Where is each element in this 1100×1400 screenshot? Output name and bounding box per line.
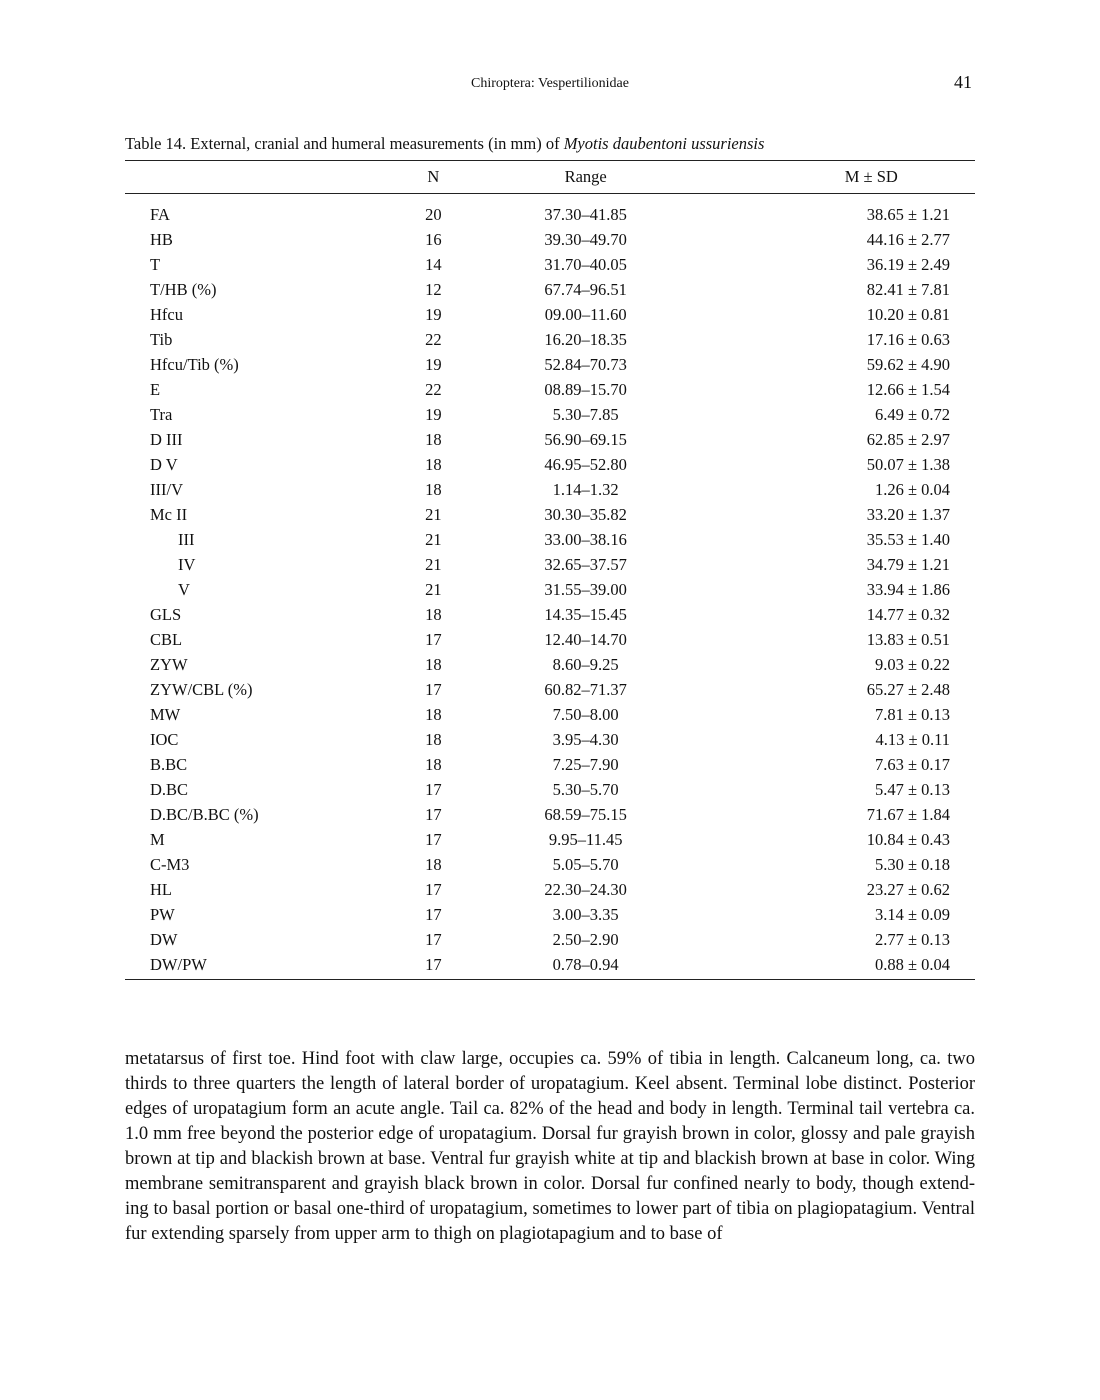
table-row	[125, 802, 975, 827]
table-row	[125, 852, 975, 877]
row-range: 37.30–41.85	[544, 204, 627, 224]
row-range: 3.95–4.30	[552, 729, 619, 749]
row-msd: 5.30 ± 0.18	[874, 854, 950, 874]
caption-species: Myotis daubentoni ussuriensis	[563, 134, 765, 153]
row-n: 18	[425, 704, 442, 724]
row-n: 19	[425, 304, 442, 324]
row-range: 5.30–5.70	[552, 779, 619, 799]
row-n: 17	[425, 629, 442, 649]
table-row	[125, 352, 975, 377]
row-label: IV	[178, 554, 196, 574]
row-range: 30.30–35.82	[544, 504, 627, 524]
col-header-label	[125, 161, 383, 194]
row-range: 31.55–39.00	[544, 579, 627, 599]
row-label: PW	[150, 904, 175, 924]
row-msd: 10.84 ± 0.43	[866, 829, 950, 849]
row-label: GLS	[150, 604, 182, 624]
col-header-n: N	[383, 161, 484, 194]
row-label: C-M3	[150, 854, 190, 874]
row-range: 39.30–49.70	[544, 229, 627, 249]
row-label: HL	[150, 879, 172, 899]
table-row	[125, 877, 975, 902]
row-msd: 33.20 ± 1.37	[866, 504, 950, 524]
row-label: ZYW/CBL (%)	[150, 679, 253, 699]
row-n: 21	[425, 554, 442, 574]
table-row	[125, 952, 975, 980]
row-msd: 7.81 ± 0.13	[874, 704, 950, 724]
row-label: DW/PW	[150, 954, 207, 974]
table-row	[125, 577, 975, 602]
row-label: T/HB (%)	[150, 279, 217, 299]
caption-prefix: Table 14. External, cranial and humeral measurements (in mm) of	[125, 134, 564, 153]
table-caption	[125, 134, 764, 154]
table-row	[125, 652, 975, 677]
row-label: D.BC	[150, 779, 189, 799]
row-n: 16	[425, 229, 442, 249]
row-range: 3.00–3.35	[552, 904, 619, 924]
row-msd: 12.66 ± 1.54	[866, 379, 950, 399]
row-n: 21	[425, 529, 442, 549]
row-range: 5.05–5.70	[552, 854, 619, 874]
row-range: 8.60–9.25	[552, 654, 619, 674]
row-label: Tib	[150, 329, 173, 349]
row-msd: 3.14 ± 0.09	[874, 904, 950, 924]
row-label: ZYW	[150, 654, 188, 674]
row-range: 2.50–2.90	[552, 929, 619, 949]
row-msd: 17.16 ± 0.63	[866, 329, 950, 349]
row-range: 09.00–11.60	[544, 304, 627, 324]
table-row	[125, 727, 975, 752]
table-row	[125, 552, 975, 577]
row-msd: 14.77 ± 0.32	[866, 604, 950, 624]
row-n: 20	[425, 204, 442, 224]
row-n: 17	[425, 954, 442, 974]
row-label: D V	[150, 454, 178, 474]
table-row	[125, 452, 975, 477]
row-n: 22	[425, 329, 442, 349]
page-number: 41	[954, 72, 972, 92]
row-msd: 0.88 ± 0.04	[874, 954, 950, 974]
measurements-table-container	[125, 160, 975, 980]
row-n: 18	[425, 429, 442, 449]
row-range: 60.82–71.37	[544, 679, 627, 699]
table-row	[125, 702, 975, 727]
row-label: E	[150, 379, 161, 399]
row-label: D.BC/B.BC (%)	[150, 804, 259, 824]
row-msd: 2.77 ± 0.13	[874, 929, 950, 949]
table-row	[125, 752, 975, 777]
row-n: 18	[425, 654, 442, 674]
row-msd: 36.19 ± 2.49	[866, 254, 950, 274]
row-n: 17	[425, 779, 442, 799]
row-range: 14.35–15.45	[544, 604, 627, 624]
table-row	[125, 777, 975, 802]
table-row	[125, 677, 975, 702]
row-n: 17	[425, 804, 442, 824]
row-range: 9.95–11.45	[548, 829, 623, 849]
row-label: HB	[150, 229, 173, 249]
row-range: 52.84–70.73	[544, 354, 627, 374]
row-label: B.BC	[150, 754, 188, 774]
row-range: 7.50–8.00	[552, 704, 619, 724]
row-label: Mc II	[150, 504, 188, 524]
row-n: 22	[425, 379, 442, 399]
table-row	[125, 477, 975, 502]
table-header-row	[125, 161, 975, 194]
table-row	[125, 427, 975, 452]
row-n: 21	[425, 504, 442, 524]
row-label: Hfcu/Tib (%)	[150, 354, 239, 374]
row-msd: 7.63 ± 0.17	[874, 754, 950, 774]
row-label: V	[178, 579, 190, 599]
row-n: 19	[425, 404, 442, 424]
row-range: 1.14–1.32	[552, 479, 619, 499]
row-msd: 44.16 ± 2.77	[866, 229, 950, 249]
row-label: M	[150, 829, 165, 849]
row-range: 7.25–7.90	[552, 754, 619, 774]
table-row	[125, 627, 975, 652]
table-row	[125, 227, 975, 252]
table-row	[125, 327, 975, 352]
row-msd: 62.85 ± 2.97	[866, 429, 950, 449]
row-range: 33.00–38.16	[544, 529, 627, 549]
table-body	[125, 194, 975, 980]
row-n: 17	[425, 679, 442, 699]
row-label: Hfcu	[150, 304, 183, 324]
row-range: 32.65–37.57	[544, 554, 627, 574]
row-label: FA	[150, 204, 170, 224]
row-msd: 1.26 ± 0.04	[874, 479, 950, 499]
row-n: 12	[425, 279, 442, 299]
table-row	[125, 402, 975, 427]
row-msd: 38.65 ± 1.21	[866, 204, 950, 224]
row-label: III/V	[150, 479, 183, 499]
row-range: 0.78–0.94	[552, 954, 619, 974]
running-head: Chiroptera: Vespertilionidae	[471, 76, 629, 91]
row-n: 18	[425, 854, 442, 874]
row-n: 18	[425, 729, 442, 749]
row-label: CBL	[150, 629, 183, 649]
row-range: 08.89–15.70	[544, 379, 627, 399]
row-n: 17	[425, 929, 442, 949]
table-row	[125, 902, 975, 927]
row-label: III	[178, 529, 195, 549]
row-range: 67.74–96.51	[544, 279, 627, 299]
table-row	[125, 252, 975, 277]
row-msd: 9.03 ± 0.22	[874, 654, 950, 674]
col-header-range: Range	[484, 161, 688, 194]
row-msd: 5.47 ± 0.13	[874, 779, 950, 799]
row-msd: 10.20 ± 0.81	[866, 304, 950, 324]
row-msd: 50.07 ± 1.38	[866, 454, 950, 474]
row-msd: 6.49 ± 0.72	[874, 404, 950, 424]
row-msd: 35.53 ± 1.40	[866, 529, 950, 549]
row-msd: 71.67 ± 1.84	[866, 804, 950, 824]
table-row	[125, 377, 975, 402]
row-msd: 34.79 ± 1.21	[866, 554, 950, 574]
row-label: MW	[150, 704, 181, 724]
row-range: 68.59–75.15	[544, 804, 627, 824]
row-msd: 82.41 ± 7.81	[866, 279, 950, 299]
row-range: 56.90–69.15	[544, 429, 627, 449]
row-n: 17	[425, 879, 442, 899]
table-row	[125, 502, 975, 527]
table-row	[125, 277, 975, 302]
row-n: 17	[425, 904, 442, 924]
measurements-table	[125, 160, 975, 980]
row-range: 5.30–7.85	[552, 404, 619, 424]
col-header-msd: M ± SD	[688, 161, 975, 194]
row-msd: 33.94 ± 1.86	[866, 579, 950, 599]
row-n: 18	[425, 604, 442, 624]
row-label: D III	[150, 429, 183, 449]
row-range: 46.95–52.80	[544, 454, 627, 474]
row-label: IOC	[150, 729, 179, 749]
row-msd: 65.27 ± 2.48	[866, 679, 950, 699]
row-msd: 59.62 ± 4.90	[866, 354, 950, 374]
row-label: DW	[150, 929, 178, 949]
row-range: 31.70–40.05	[544, 254, 627, 274]
row-n: 14	[425, 254, 442, 274]
row-n: 17	[425, 829, 442, 849]
table-row	[125, 927, 975, 952]
row-range: 12.40–14.70	[544, 629, 627, 649]
row-range: 16.20–18.35	[544, 329, 627, 349]
row-msd: 23.27 ± 0.62	[866, 879, 950, 899]
row-n: 18	[425, 454, 442, 474]
table-row	[125, 302, 975, 327]
row-n: 18	[425, 479, 442, 499]
row-msd: 4.13 ± 0.11	[875, 729, 950, 749]
table-row	[125, 527, 975, 552]
row-label: T	[150, 254, 161, 274]
row-range: 22.30–24.30	[544, 879, 627, 899]
row-msd: 13.83 ± 0.51	[866, 629, 950, 649]
row-n: 19	[425, 354, 442, 374]
table-row	[125, 194, 975, 228]
table-row	[125, 602, 975, 627]
row-n: 21	[425, 579, 442, 599]
body-paragraph: metatarsus of first toe. Hind foot with claw large, occupies ca. 59% of tibia in length. Calcaneum long, ca. two thirds to three quarters the length of lateral border of uropatagium. Keel absent. Terminal lobe distinct. Posterior edges of uropatagium form an acute angle. Tail ca. 82% of the head and body in length. Terminal tail vertebra ca. 1.0 mm free beyond the posterior edge of uropatagium. Dorsal fur grayish brown in color, glossy and pale grayish brown at tip and blackish brown at base. Ventral fur grayish white at tip and blackish brown at base in color. Wing membrane semitransparent and grayish black brown in color. Dorsal fur confined nearly to body, though extending to basal portion or basal one-third of uropatagium, sometimes to lower part of tibia on plagiopatagium. Ventral fur extending sparsely from upper arm to thigh on plagiotapagium and to base of	[125, 1049, 975, 1244]
row-label: Tra	[150, 404, 173, 424]
table-row	[125, 827, 975, 852]
row-n: 18	[425, 754, 442, 774]
